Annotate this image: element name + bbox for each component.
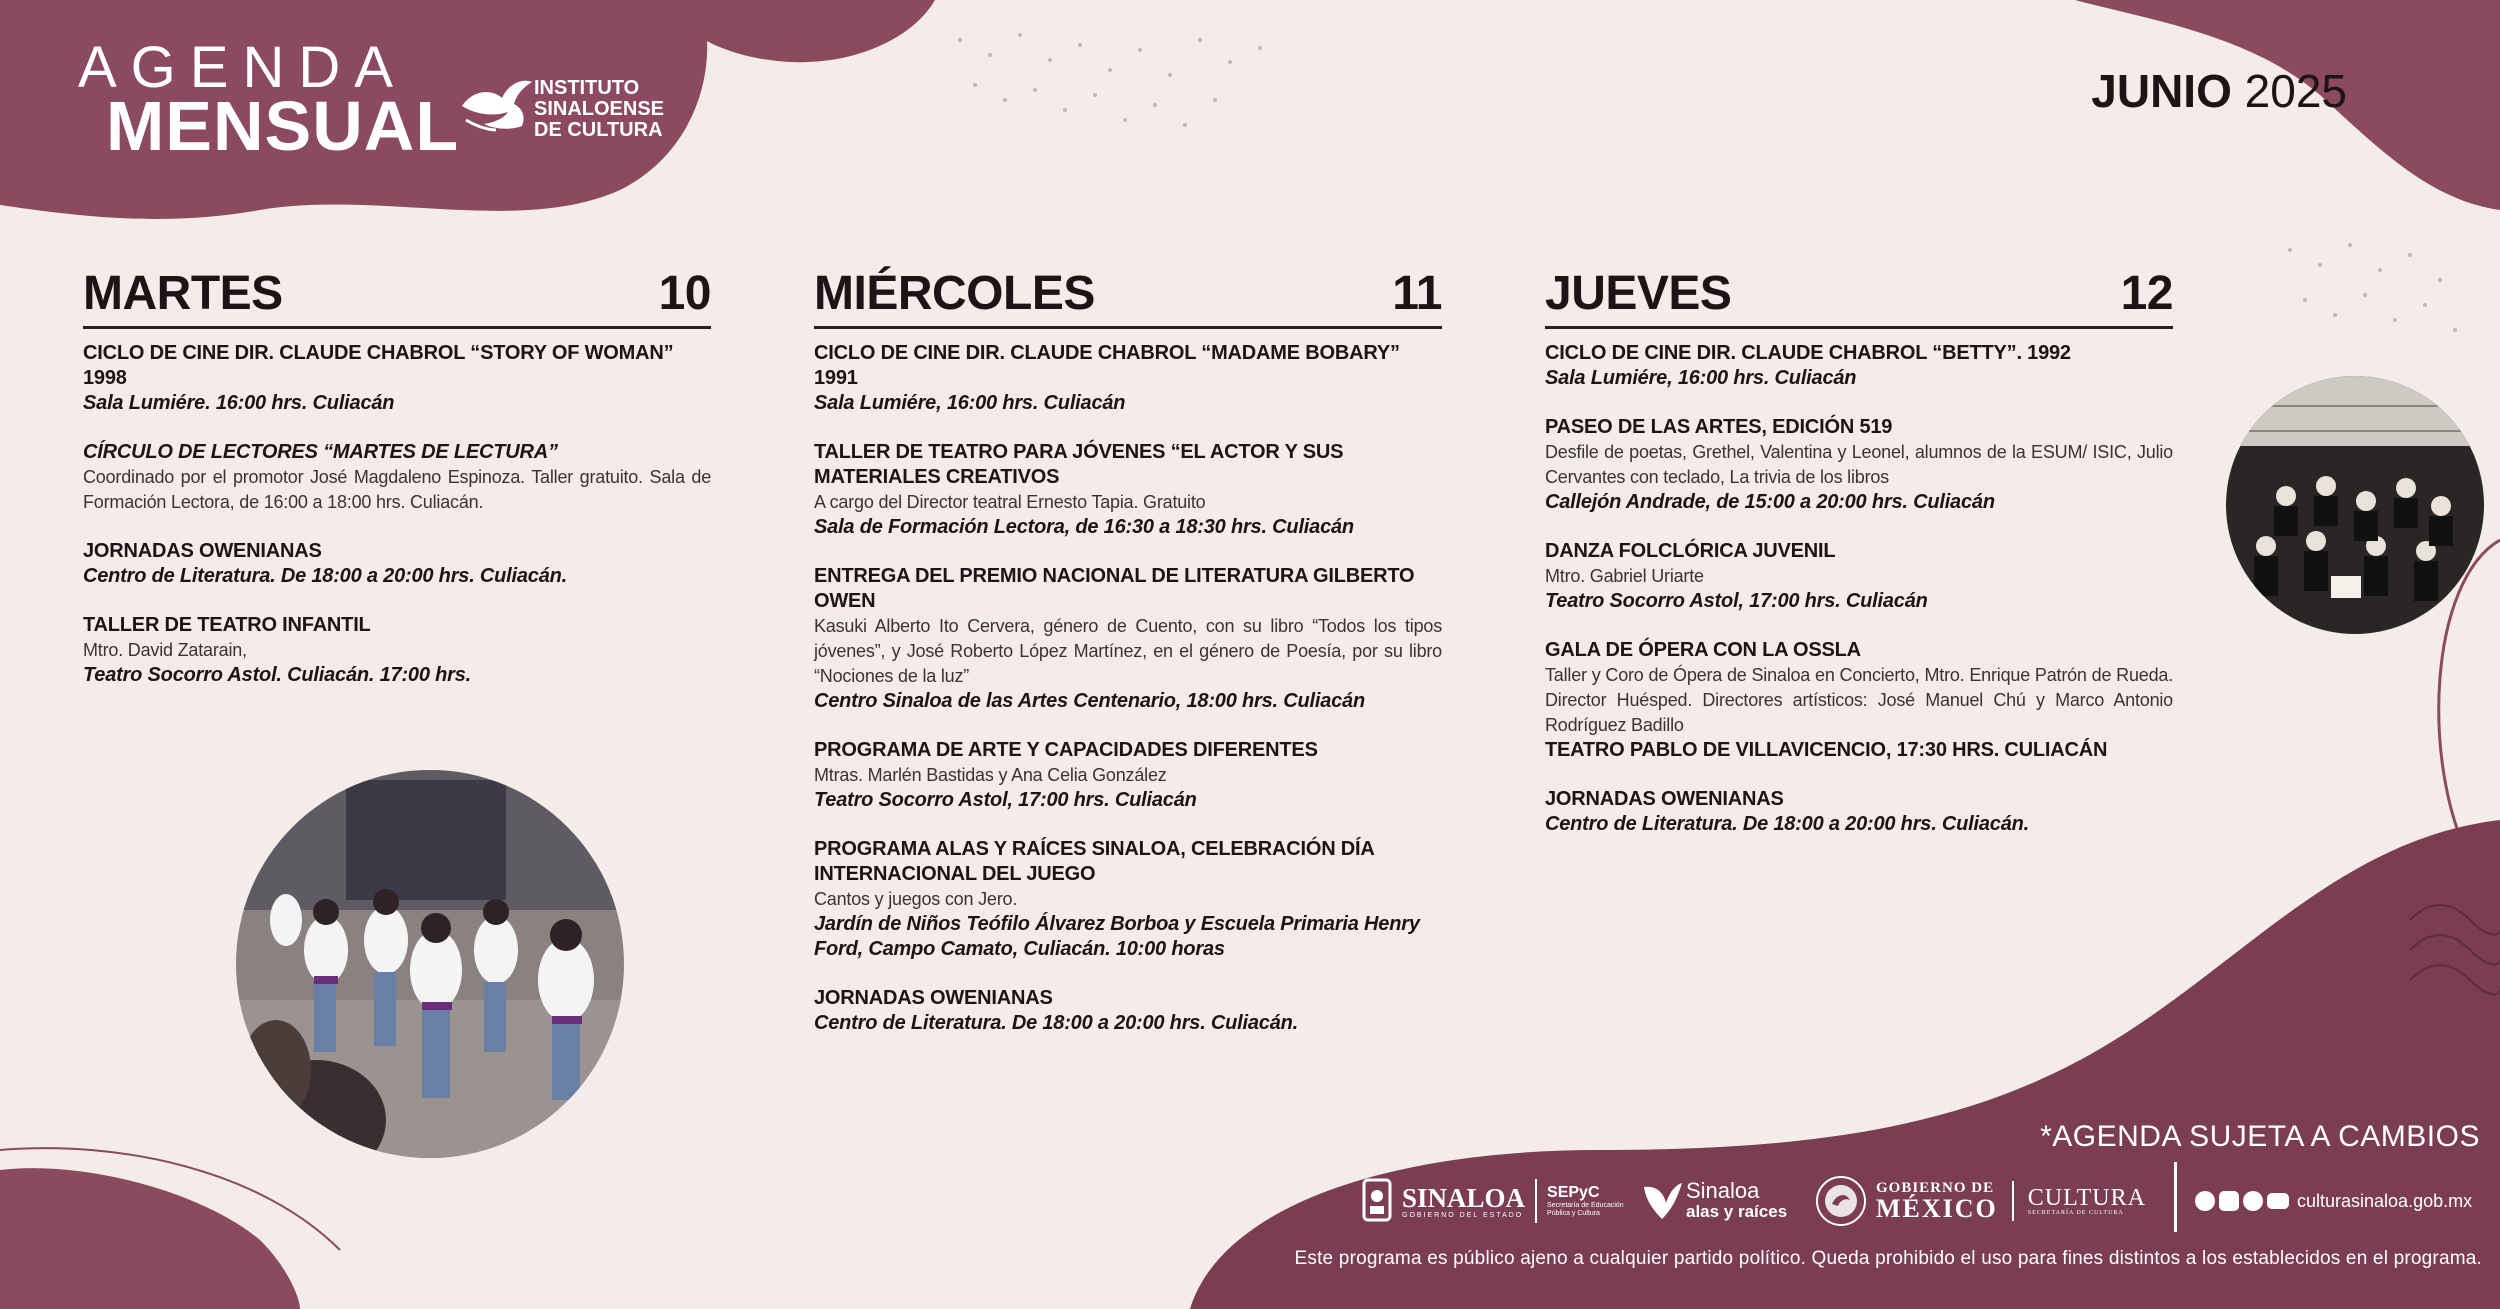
event-title: CICLO DE CINE DIR. CLAUDE CHABROL “BETTY”. 1992 <box>1545 342 2071 364</box>
event-title: JORNADAS OWENIANAS <box>814 987 1053 1009</box>
event-list <box>814 341 1442 1036</box>
event-item <box>1545 738 2173 763</box>
event-description: Cantos y juegos con Jero. <box>814 889 1018 909</box>
sepyc-name: SEPyC <box>1547 1184 1600 1201</box>
alas-raices-logo <box>1642 1168 1787 1234</box>
event-venue: Sala Lumiére. 16:00 hrs. Culiacán <box>83 392 395 414</box>
agenda-changes-note: *AGENDA SUJETA A CAMBIOS <box>2040 1120 2480 1153</box>
divider <box>2012 1181 2014 1221</box>
event-venue: Teatro Socorro Astol, 17:00 hrs. Culiacán <box>814 789 1197 811</box>
month-year <box>2091 64 2347 118</box>
event-item <box>83 539 711 589</box>
event-title: TALLER DE TEATRO INFANTIL <box>83 614 371 636</box>
month-label: JUNIO <box>2091 65 2232 117</box>
event-title: TEATRO PABLO DE VILLAVICENCIO, 17:30 HRS. CULIACÁN <box>1545 739 2108 761</box>
isic-line-2: SINALOENSE <box>534 98 665 120</box>
event-description: Mtras. Marlén Bastidas y Ana Celia González <box>814 765 1167 785</box>
disclaimer-text: Este programa es público ajeno a cualquier partido político. Queda prohibido el uso para fines distintos a los establecidos en el programa. <box>1294 1248 2482 1269</box>
event-title: JORNADAS OWENIANAS <box>83 540 322 562</box>
event-venue: Teatro Socorro Astol. Culiacán. 17:00 hrs. <box>83 664 472 686</box>
event-item <box>1545 341 2173 391</box>
event-title: JORNADAS OWENIANAS <box>1545 788 1784 810</box>
day-header <box>814 262 1442 329</box>
day-column-miercoles <box>814 262 1442 1060</box>
event-description: A cargo del Director teatral Ernesto Tapia. Gratuito <box>814 492 1206 512</box>
event-item <box>814 564 1442 714</box>
event-title: PASEO DE LAS ARTES, EDICIÓN 519 <box>1545 416 1893 438</box>
social-links <box>2195 1168 2472 1234</box>
event-title: PROGRAMA ALAS Y RAÍCES SINALOA, CELEBRACIÓN DÍA INTERNACIONAL DEL JUEGO <box>814 838 1374 885</box>
website-link[interactable]: culturasinaloa.gob.mx <box>2297 1190 2473 1211</box>
day-column-jueves <box>1545 262 2173 861</box>
event-venue: Sala Lumiére, 16:00 hrs. Culiacán <box>1545 367 1857 389</box>
event-description: Taller y Coro de Ópera de Sinaloa en Concierto, Mtro. Enrique Patrón de Rueda. Director Huésped. Directores artísticos: José Manuel Chú y Marco Antonio Rodríguez Badillo <box>1545 665 2173 735</box>
event-venue: Centro de Literatura. De 18:00 a 20:00 hrs. Culiacán. <box>1545 813 2030 835</box>
event-venue: Sala Lumiére, 16:00 hrs. Culiacán <box>814 392 1126 414</box>
event-item <box>1545 539 2173 614</box>
facebook-icon[interactable] <box>2195 1191 2215 1211</box>
coat-of-arms-icon <box>1360 1174 1394 1228</box>
event-item <box>814 837 1442 962</box>
event-description: Kasuki Alberto Ito Cervera, género de Cuento, con su libro “Todos los tipos jóvenes”, y José Roberto López Martínez, en el género de Poesía, por su libro “Nociones de la luz” <box>814 616 1442 686</box>
event-title: ENTREGA DEL PREMIO NACIONAL DE LITERATURA GILBERTO OWEN <box>814 565 1415 612</box>
alas-line-1: Sinaloa <box>1686 1178 1760 1203</box>
event-item <box>814 440 1442 540</box>
year-label: 2025 <box>2244 65 2347 117</box>
gobierno-line-1: GOBIERNO DE <box>1876 1180 1995 1196</box>
orchestra-photo <box>2226 376 2484 634</box>
event-title: PROGRAMA DE ARTE Y CAPACIDADES DIFERENTES <box>814 739 1318 761</box>
isic-logo <box>456 60 696 170</box>
day-name: MIÉRCOLES <box>814 267 1095 320</box>
instagram-icon[interactable] <box>2219 1191 2239 1211</box>
day-name: JUEVES <box>1545 267 1732 320</box>
sinaloa-subtitle: GOBIERNO DEL ESTADO <box>1402 1211 1524 1219</box>
sponsor-logos <box>1352 1168 2480 1238</box>
event-title: DANZA FOLCLÓRICA JUVENIL <box>1545 540 1836 562</box>
event-item <box>83 341 711 416</box>
event-venue: Teatro Socorro Astol, 17:00 hrs. Culiacán <box>1545 590 1928 612</box>
dove-icon <box>456 68 536 148</box>
isic-line-3: DE CULTURA <box>534 119 663 141</box>
bird-icon <box>1642 1179 1682 1223</box>
event-item <box>814 986 1442 1036</box>
sinaloa-logo <box>1360 1168 1627 1234</box>
event-item <box>1545 415 2173 515</box>
event-venue: Callejón Andrade, de 15:00 a 20:00 hrs. Culiacán <box>1545 491 1995 513</box>
divider <box>1535 1179 1537 1223</box>
alas-line-2: alas y raíces <box>1686 1202 1788 1221</box>
event-venue: Centro Sinaloa de las Artes Centenario, 18:00 hrs. Culiacán <box>814 690 1365 712</box>
agenda-title: AGENDA <box>78 35 407 100</box>
event-title: GALA DE ÓPERA CON LA OSSLA <box>1545 639 1861 661</box>
event-item <box>83 440 711 515</box>
mensual-title: MENSUAL <box>106 87 460 165</box>
event-venue: Centro de Literatura. De 18:00 a 20:00 hrs. Culiacán. <box>814 1012 1299 1034</box>
event-title: CICLO DE CINE DIR. CLAUDE CHABROL “MADAME BOBARY” 1991 <box>814 342 1400 389</box>
day-column-martes <box>83 262 711 712</box>
event-description: Mtro. Gabriel Uriarte <box>1545 566 1704 586</box>
event-item <box>814 341 1442 416</box>
day-header <box>83 262 711 329</box>
gobierno-mexico-logo <box>1814 1168 2146 1234</box>
sepyc-subtitle: Secretaría de Educación Pública y Cultura <box>1547 1202 1624 1217</box>
agenda-logo <box>78 35 678 165</box>
day-number: 10 <box>658 267 711 320</box>
event-venue: Jardín de Niños Teófilo Álvarez Borboa y Escuela Primaria Henry Ford, Campo Camato, Culiacán. 10:00 horas <box>814 913 1420 960</box>
youtube-icon[interactable] <box>2267 1193 2289 1209</box>
event-item <box>1545 787 2173 837</box>
event-list <box>83 341 711 688</box>
day-header <box>1545 262 2173 329</box>
gobierno-line-2: MÉXICO <box>1876 1194 1998 1223</box>
event-venue: Centro de Literatura. De 18:00 a 20:00 hrs. Culiacán. <box>83 565 568 587</box>
day-name: MARTES <box>83 267 283 320</box>
event-item <box>814 738 1442 813</box>
event-title: CICLO DE CINE DIR. CLAUDE CHABROL “STORY OF WOMAN” 1998 <box>83 342 674 389</box>
isic-line-1: INSTITUTO <box>534 77 640 99</box>
twitter-icon[interactable] <box>2243 1191 2263 1211</box>
day-number: 11 <box>1392 267 1442 320</box>
event-item <box>83 613 711 688</box>
event-venue: Sala de Formación Lectora, de 16:30 a 18:30 hrs. Culiacán <box>814 516 1354 538</box>
event-item <box>1545 638 2173 738</box>
event-description: Desfile de poetas, Grethel, Valentina y Leonel, alumnos de la ESUM/ ISIC, Julio Cervantes con teclado, La trivia de los libros <box>1545 442 2173 487</box>
cultura-subtitle: SECRETARÍA DE CULTURA <box>2027 1210 2124 1216</box>
event-list <box>1545 341 2173 837</box>
dance-photo <box>236 770 624 1158</box>
sinaloa-name: SINALOA <box>1402 1182 1526 1213</box>
event-description: Coordinado por el promotor José Magdaleno Espinoza. Taller gratuito. Sala de Formación Lectora, de 16:00 a 18:00 hrs. Culiacán. <box>83 467 711 512</box>
day-number: 12 <box>2120 267 2173 320</box>
eagle-seal-icon <box>1814 1174 1868 1228</box>
event-title: CÍRCULO DE LECTORES “MARTES DE LECTURA” <box>83 441 558 463</box>
divider <box>2174 1162 2177 1232</box>
isic-name <box>534 78 664 141</box>
event-title: TALLER DE TEATRO PARA JÓVENES “EL ACTOR Y SUS MATERIALES CREATIVOS <box>814 441 1344 488</box>
event-description: Mtro. David Zatarain, <box>83 640 247 660</box>
cultura-name: CULTURA <box>2027 1185 2146 1211</box>
